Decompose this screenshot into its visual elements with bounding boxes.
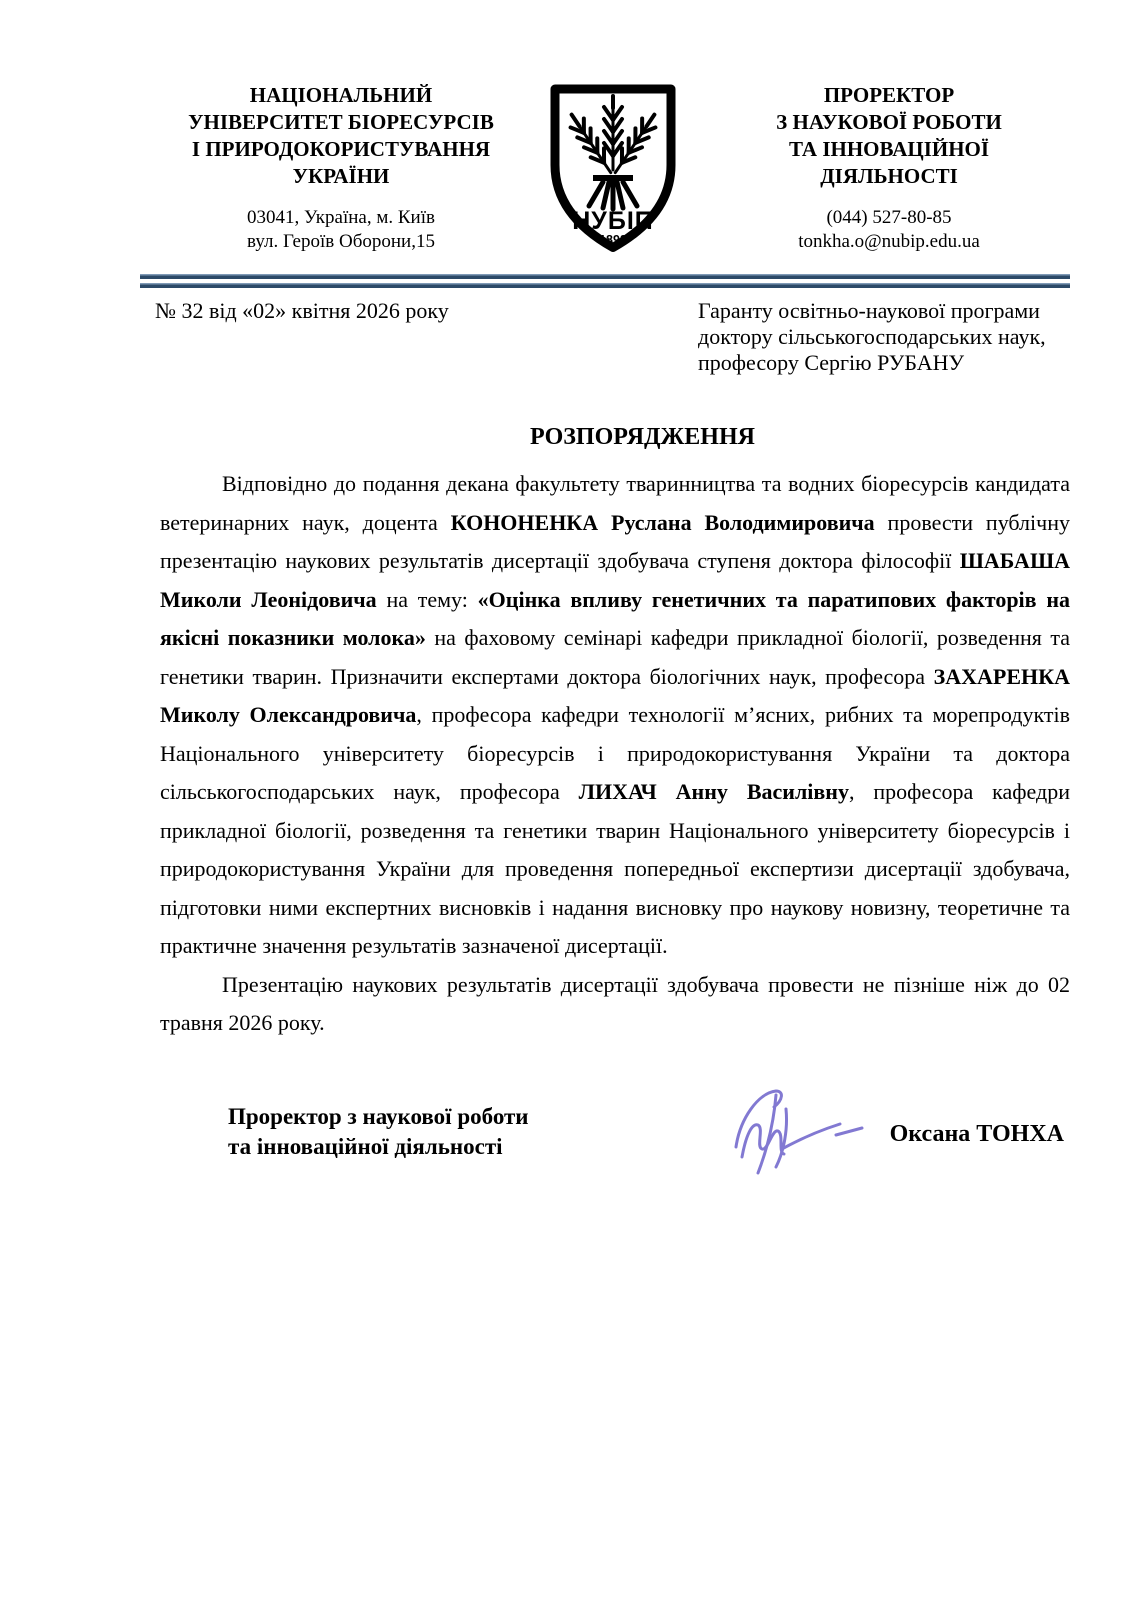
wheat-sheaf-shield-icon [542, 82, 684, 254]
signer-position [228, 1102, 529, 1162]
document-number: № 32 від «02» квітня 2026 року [155, 298, 449, 323]
letterhead [140, 82, 1070, 254]
rector-office-block [684, 82, 1062, 254]
university-name-line: НАЦІОНАЛЬНИЙ [249, 83, 433, 107]
office-title-line: З НАУКОВОЇ РОБОТИ [776, 110, 1002, 134]
signer-position-line: Проректор з наукової роботи [228, 1103, 529, 1129]
address-line: 03041, Україна, м. Київ [247, 207, 435, 228]
document-body [140, 465, 1070, 1043]
logo-year: 1898 [599, 233, 627, 247]
office-email: tonkha.o@nubip.edu.ua [798, 231, 980, 252]
university-name-line: УКРАЇНИ [292, 164, 390, 188]
university-name-line: УНІВЕРСИТЕТ БІОРЕСУРСІВ [188, 110, 494, 134]
recipient-block [698, 298, 1070, 376]
document-title: РОЗПОРЯДЖЕННЯ [530, 424, 755, 450]
logo-abbr: НУБІП [572, 207, 654, 235]
address-line: вул. Героїв Оборони,15 [247, 231, 435, 252]
header-divider [140, 274, 1070, 288]
university-block [140, 82, 542, 254]
signer-position-line: та інноваційної діяльності [228, 1133, 503, 1159]
recipient-line: доктору сільськогосподарських наук, [698, 324, 1046, 349]
office-title-line: ТА ІННОВАЦІЙНОЇ [788, 137, 990, 161]
university-address [140, 206, 542, 254]
office-contacts [716, 206, 1062, 254]
recipient-line: професору Сергію РУБАНУ [698, 350, 965, 375]
office-title-line: ПРОРЕКТОР [823, 83, 955, 107]
office-title-line: ДІЯЛЬНОСТІ [820, 164, 958, 188]
university-name [140, 82, 542, 190]
university-name-line: І ПРИРОДОКОРИСТУВАННЯ [191, 137, 491, 161]
body-paragraph: Відповідно до подання декана факультету тваринництва та водних біоресурсів кандидата ветеринарних наук, доцента КОНОНЕНКА Руслана Володимировича провести публічну презентацію наукових результатів дисертації здобувача ступеня доктора філософії ШАБАША Миколи Леонідовича на тему: «Оцінка впливу генетичних та паратипових факторів на якісні показники молока» на фаховому семінарі кафедри прикладної біології, розведення та генетики тварин. Призначити експертами доктора біологічних наук, професора ЗАХАРЕНКА Миколу Олександровича, професора кафедри технології м’ясних, рибних та морепродуктів Національного університету біоресурсів і природокористування України та доктора сільськогосподарських наук, професора ЛИХАЧ Анну Василівну, професора кафедри прикладної біології, розведення та генетики тварин Національного університету біоресурсів і природокористування України для проведення попередньої експертизи дисертації здобувача, підготовки ними експертних висновків і надання висновку про наукову новизну, теоретичне та практичне значення результатів зазначеної дисертації. [160, 471, 1071, 958]
university-logo [542, 82, 684, 254]
recipient-line: Гаранту освітньо-наукової програми [698, 298, 1040, 323]
signature-block [140, 1083, 1070, 1162]
divider-line-bottom [140, 283, 1070, 288]
office-phone: (044) 527-80-85 [826, 207, 952, 228]
handwritten-signature-icon [720, 1083, 870, 1178]
signer-name: Оксана ТОНХА [889, 1120, 1064, 1147]
reference-row [140, 298, 1070, 376]
body-paragraph: Презентацію наукових результатів дисертації здобувача провести не пізніше ніж до 02 травня 2026 року. [160, 971, 1070, 1035]
office-title [716, 82, 1062, 190]
